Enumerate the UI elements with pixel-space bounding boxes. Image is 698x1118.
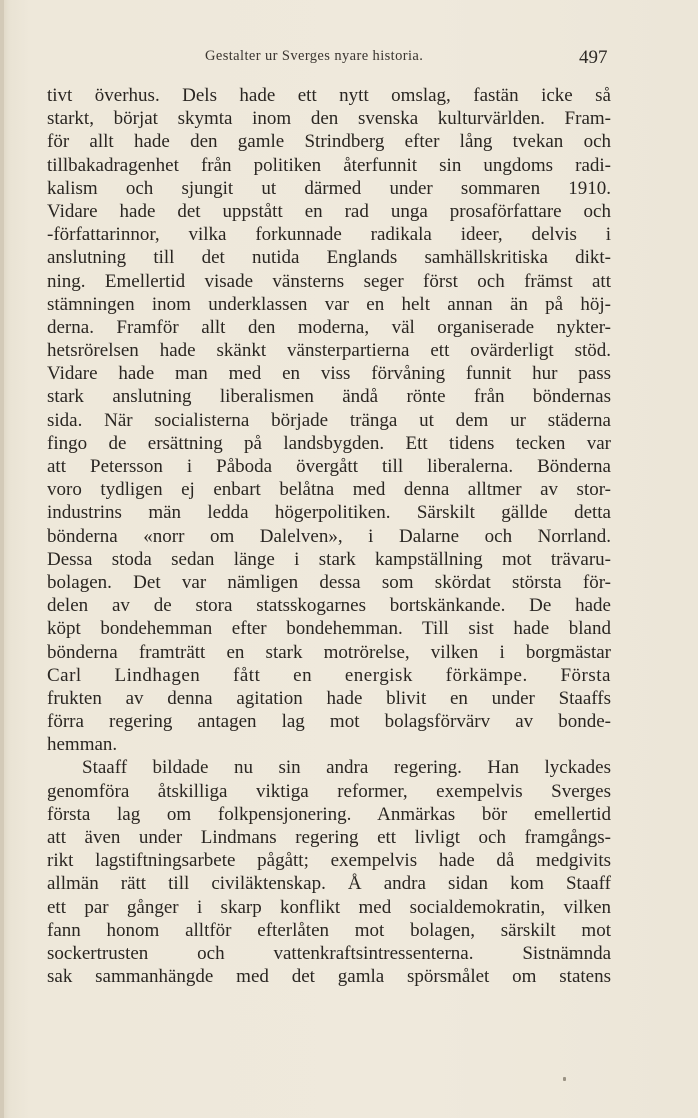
text-line: delen av de stora statsskogarnes bortskänkande. De hade (47, 595, 611, 617)
text-line: -författarinnor, vilka forkunnade radikala ideer, delvis i (47, 224, 611, 246)
text-line: fingo de ersättning på landsbygden. Ett tidens tecken var (47, 432, 611, 454)
page-number: 497 (579, 47, 608, 68)
text-line: starkt, börjat skymta inom den svenska kulturvärlden. Fram- (47, 108, 611, 130)
text-line: Vidare hade det uppstått en rad unga prosaförfattare och (47, 200, 611, 222)
text-line: stark anslutning liberalismen ändå rönte från böndernas (47, 386, 611, 408)
text-line: rikt lagstiftningsarbete pågått; exempelvis hade då medgivits (47, 850, 611, 872)
text-line: för allt hade den gamle Strindberg efter lång tvekan och (47, 131, 611, 153)
text-line: allmän rätt till civiläktenskap. Å andra sidan kom Staaff (47, 873, 611, 895)
text-line: bolagen. Det var nämligen dessa som skördat största för- (47, 571, 611, 593)
text-line: anslutning till det nutida Englands samhällskritiska dikt- (47, 247, 611, 269)
paragraph-start-line: Staaff bildade nu sin andra regering. Han lyckades (82, 757, 611, 779)
running-title: Gestalter ur Sverges nyare historia. (205, 48, 424, 64)
body-text (47, 84, 611, 988)
text-line: ning. Emellertid visade vänsterns seger först och främst att (47, 270, 611, 292)
text-line: tivt överhus. Dels hade ett nytt omslag, fastän icke så (47, 85, 611, 106)
text-line: sida. När socialisterna började tränga ut dem ur städerna (47, 409, 611, 431)
text-line: sockertrusten och vattenkraftsintressenterna. Sistnämnda (47, 942, 611, 964)
text-line: voro tydligen ej enbart belåtna med denna alltmer av stor- (47, 479, 611, 501)
text-line: derna. Framför allt den moderna, väl organiserade nykter- (47, 316, 611, 338)
text-line: hetsrörelsen hade skänkt vänsterpartierna ett ovärderligt stöd. (47, 340, 611, 362)
text-line: tillbakadragenhet från politiken återfunnit sin ungdoms radi- (47, 154, 611, 176)
text-line: fann honom alltför efterlåten mot bolagen, särskilt mot (47, 919, 611, 941)
text-line: förra regering antagen lag mot bolagsförvärv av bonde- (47, 711, 611, 733)
text-line: ett par gånger i skarp konflikt med socialdemokratin, vilken (47, 896, 611, 918)
text-line: kalism och sjungit ut därmed under sommaren 1910. (47, 177, 611, 199)
text-line: sak sammanhängde med det gamla spörsmålet om statens (47, 966, 611, 988)
text-line: stämningen inom underklassen var en helt annan än på höj- (47, 293, 611, 315)
text-line: Vidare hade man med en viss förvåning funnit hur pass (47, 363, 611, 385)
text-line: frukten av denna agitation hade blivit en under Staaffs (47, 687, 611, 709)
text-line: genomföra åtskilliga viktiga reformer, exempelvis Sverges (47, 780, 611, 802)
text-line: bönderna «norr om Dalelven», i Dalarne och Norrland. (47, 525, 611, 547)
text-line: att Petersson i Påboda övergått till liberalerna. Bönderna (47, 456, 611, 477)
page-header (0, 47, 698, 71)
paragraph-end-line: hemman. (47, 734, 118, 756)
text-line: bönderna framträtt en stark motrörelse, vilken i borgmästar (47, 641, 611, 663)
text-line: Carl Lindhagen fått en energisk förkämpe. Första (47, 664, 611, 686)
text-line: att även under Lindmans regering ett livligt och framgångs- (47, 827, 611, 848)
text-line: köpt bondehemman efter bondehemman. Till sist hade bland (47, 618, 611, 640)
text-line: Dessa stoda sedan länge i stark kampställning mot trävaru- (47, 548, 611, 570)
text-line: industrins män ledda högerpolitiken. Särskilt gällde detta (47, 502, 611, 524)
page-spine-edge (0, 0, 4, 1118)
text-line: första lag om folkpensjonering. Anmärkas bör emellertid (47, 803, 611, 825)
paper-speck (563, 1077, 566, 1081)
